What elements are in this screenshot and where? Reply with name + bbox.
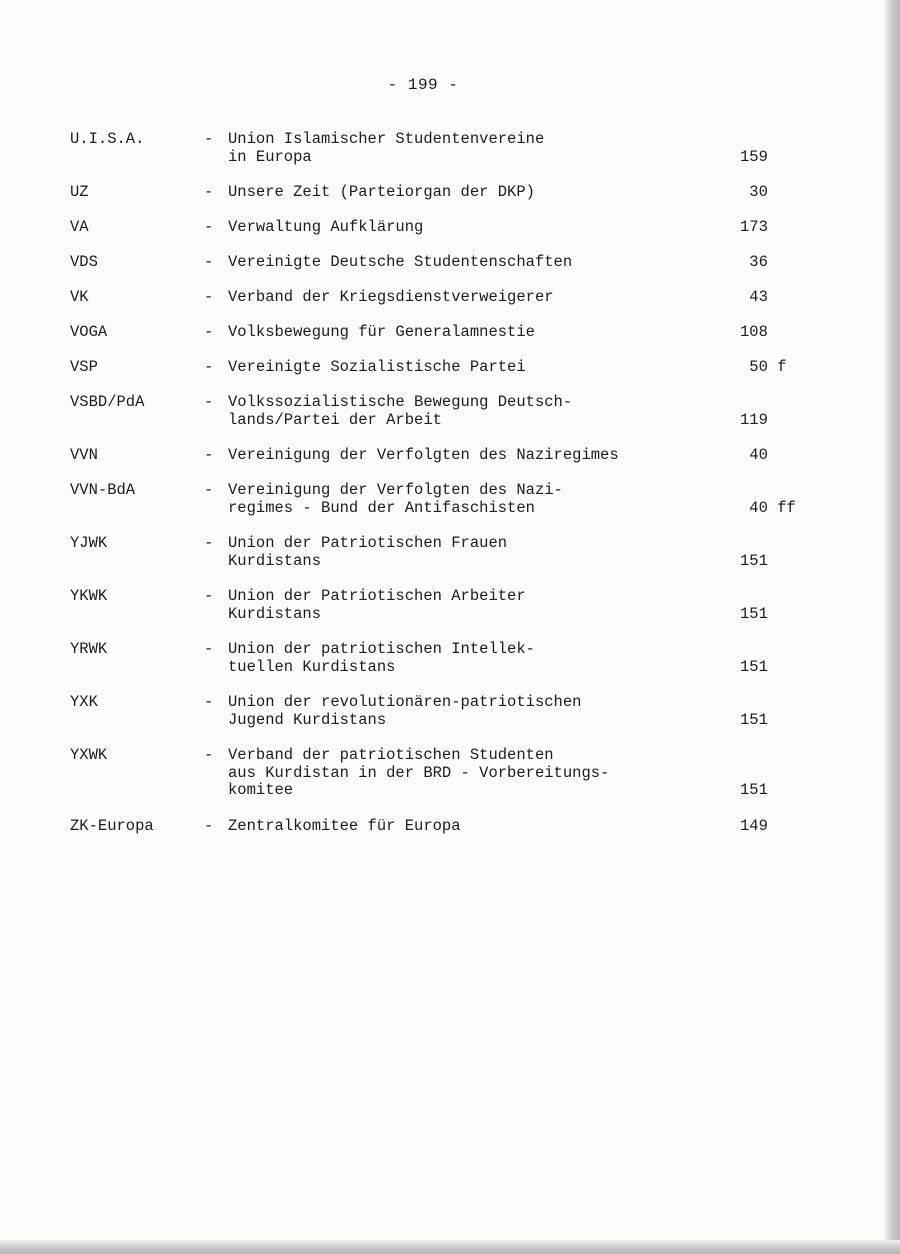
entry-page-ref: 50 f <box>740 358 787 376</box>
entry-page-ref: 151 <box>740 551 768 570</box>
list-item <box>70 694 810 747</box>
list-item <box>70 359 810 394</box>
entry-page-ref: 108 <box>740 323 768 341</box>
entry-dash: - <box>204 218 214 236</box>
entry-abbreviation: VVN-BdA <box>70 481 136 499</box>
entry-abbreviation: VDS <box>70 253 98 271</box>
entry-dash: - <box>204 358 214 376</box>
page-number: - 199 - <box>387 76 459 94</box>
entry-description: Vereinigung der Verfolgten des Naziregimes <box>228 446 619 464</box>
entry-description: Verband der patriotischen Studenten aus Kurdistan in der BRD - Vorbereitungs- komitee <box>228 746 610 799</box>
list-item <box>70 289 810 324</box>
scan-edge-bottom <box>0 1240 900 1254</box>
entry-dash: - <box>204 323 214 341</box>
entry-description: Volkssozialistische Bewegung Deutsch- lands/Partei der Arbeit <box>228 393 573 429</box>
entry-description: Verwaltung Aufklärung <box>228 218 424 236</box>
list-item <box>70 254 810 289</box>
entry-description: Union Islamischer Studentenvereine in Europa <box>228 130 545 166</box>
entry-page-ref: 149 <box>740 817 768 835</box>
entry-abbreviation: YXK <box>70 693 98 711</box>
entry-description: Union der patriotischen Intellek- tuellen Kurdistans <box>228 640 535 676</box>
entry-description: Unsere Zeit (Parteiorgan der DKP) <box>228 183 535 201</box>
entry-abbreviation: YJWK <box>70 534 108 552</box>
entry-dash: - <box>204 183 214 201</box>
entry-description: Volksbewegung für Generalamnestie <box>228 323 535 341</box>
entry-page-ref: 159 <box>740 147 768 166</box>
entry-page-ref: 36 <box>740 253 768 271</box>
entry-abbreviation: UZ <box>70 183 89 201</box>
entry-page-ref: 43 <box>740 288 768 306</box>
entry-description: Vereinigung der Verfolgten des Nazi- regimes - Bund der Antifaschisten <box>228 481 563 517</box>
entry-dash: - <box>204 253 214 271</box>
entry-page-ref: 40 <box>740 446 768 464</box>
list-item <box>70 184 810 219</box>
entry-dash: - <box>204 288 214 306</box>
entry-dash: - <box>204 534 214 552</box>
entry-abbreviation: ZK-Europa <box>70 817 154 835</box>
list-item <box>70 324 810 359</box>
entry-dash: - <box>204 481 214 499</box>
entry-dash: - <box>204 446 214 464</box>
entry-description: Union der Patriotischen Frauen Kurdistans <box>228 534 508 570</box>
entry-abbreviation: U.I.S.A. <box>70 130 145 148</box>
entry-description: Zentralkomitee für Europa <box>228 817 461 835</box>
entry-abbreviation: VSBD/PdA <box>70 393 145 411</box>
entry-page-ref: 30 <box>740 183 768 201</box>
entry-dash: - <box>204 817 214 835</box>
list-item <box>70 641 810 694</box>
entry-abbreviation: YRWK <box>70 640 108 658</box>
entry-description: Union der Patriotischen Arbeiter Kurdistans <box>228 587 526 623</box>
entry-page-ref: 173 <box>740 218 768 236</box>
abbreviation-list <box>70 131 810 853</box>
entry-dash: - <box>204 640 214 658</box>
entry-page-ref: 151 <box>740 604 768 623</box>
scan-edge-right <box>884 0 900 1254</box>
entry-page-ref: 119 <box>740 410 768 429</box>
entry-dash: - <box>204 746 214 764</box>
list-item <box>70 447 810 482</box>
entry-dash: - <box>204 393 214 411</box>
entry-abbreviation: VVN <box>70 446 98 464</box>
entry-description: Verband der Kriegsdienstverweigerer <box>228 288 554 306</box>
list-item <box>70 818 810 853</box>
list-item <box>70 219 810 254</box>
entry-abbreviation: VSP <box>70 358 98 376</box>
entry-abbreviation: YXWK <box>70 746 108 764</box>
list-item <box>70 482 810 535</box>
entry-description: Vereinigte Sozialistische Partei <box>228 358 526 376</box>
entry-page-ref: 40 ff <box>740 498 796 517</box>
list-item <box>70 588 810 641</box>
list-item <box>70 535 810 588</box>
entry-description: Union der revolutionären-patriotischen Jugend Kurdistans <box>228 693 582 729</box>
list-item <box>70 394 810 447</box>
list-item <box>70 747 810 818</box>
entry-page-ref: 151 <box>740 710 768 729</box>
list-item <box>70 131 810 184</box>
entry-abbreviation: YKWK <box>70 587 108 605</box>
entry-page-ref: 151 <box>740 657 768 676</box>
entry-dash: - <box>204 130 214 148</box>
entry-dash: - <box>204 693 214 711</box>
entry-dash: - <box>204 587 214 605</box>
entry-description: Vereinigte Deutsche Studentenschaften <box>228 253 573 271</box>
entry-page-ref: 151 <box>740 781 768 799</box>
entry-abbreviation: VK <box>70 288 89 306</box>
entry-abbreviation: VA <box>70 218 89 236</box>
entry-abbreviation: VOGA <box>70 323 108 341</box>
